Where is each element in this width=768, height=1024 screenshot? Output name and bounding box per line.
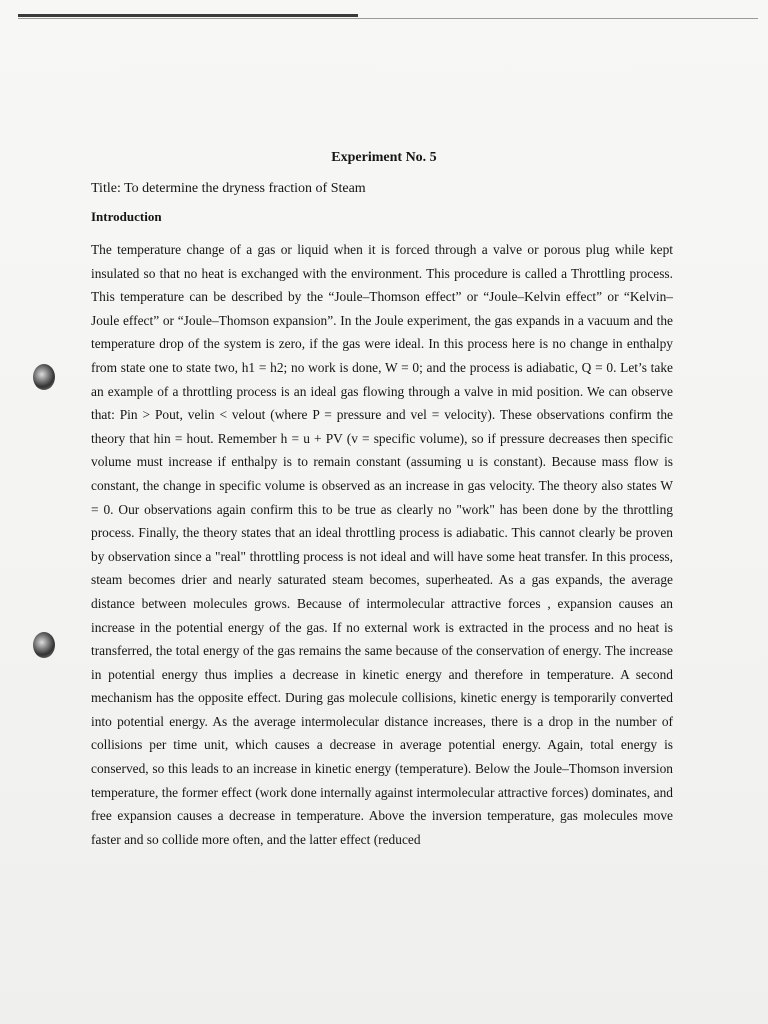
introduction-body <box>91 238 673 851</box>
experiment-title: Title: To determine the dryness fraction of Steam <box>91 181 366 196</box>
punch-hole-upper <box>33 364 55 390</box>
introduction-paragraph: The temperature change of a gas or liquid when it is forced through a valve or porous plug while kept insulated so that no heat is exchanged with the environment. This procedure is called a Throttling process. This temperature can be described by the “Joule–Thomson effect” or “Joule–Kelvin effect” or “Kelvin–Joule effect” or “Joule–Thomson expansion”. In the Joule experiment, the gas expands in a vacuum and the temperature drop of the system is zero, if the gas were ideal. In this process here is no change in enthalpy from state one to state two, h1 = h2; no work is done, W = 0; and the process is adiabatic, Q = 0. Let’s take an example of a throttling process is an ideal gas flowing through a valve in mid position. We can observe that: Pin > Pout, velin < velout (where P = pressure and vel = velocity). These observations confirm the theory that hin = hout. Remember h = u + PV (v = specific volume), so if pressure decreases then specific volume must increase if enthalpy is to remain constant (assuming u is constant). Because mass flow is constant, the change in specific volume is observed as an increase in gas velocity. The theory also states W = 0. Our observations again confirm this to be true as clearly no "work" has been done by the throttling process. Finally, the theory states that an ideal throttling process is adiabatic. This cannot clearly be proven by observation since a "real" throttling process is not ideal and will have some heat transfer. In this process, steam becomes drier and nearly saturated steam becomes, superheated. As a gas expands, the average distance between molecules grows. Because of intermolecular attractive forces , expansion causes an increase in the potential energy of the gas. If no external work is extracted in the process and no heat is transferred, the total energy of the gas remains the same because of the conservation of energy. The increase in potential energy thus implies a decrease in kinetic energy and therefore in temperature. A second mechanism has the opposite effect. During gas molecule collisions, kinetic energy is temporarily converted into potential energy. As the average intermolecular distance increases, there is a drop in the number of collisions per time unit, which causes a decrease in average potential energy. Again, total energy is conserved, so this leads to an increase in kinetic energy (temperature). Below the Joule–Thomson inversion temperature, the former effect (work done internally against intermolecular attractive forces) dominates, and free expansion causes a decrease in temperature. Above the inversion temperature, gas molecules move faster and so collide more often, and the latter effect (reduced <box>91 242 673 847</box>
section-heading-introduction: Introduction <box>91 209 162 224</box>
punch-hole-lower <box>33 632 55 658</box>
scan-edge-mark <box>18 14 358 17</box>
scan-edge-line <box>18 18 758 19</box>
experiment-heading: Experiment No. 5 <box>331 150 437 165</box>
